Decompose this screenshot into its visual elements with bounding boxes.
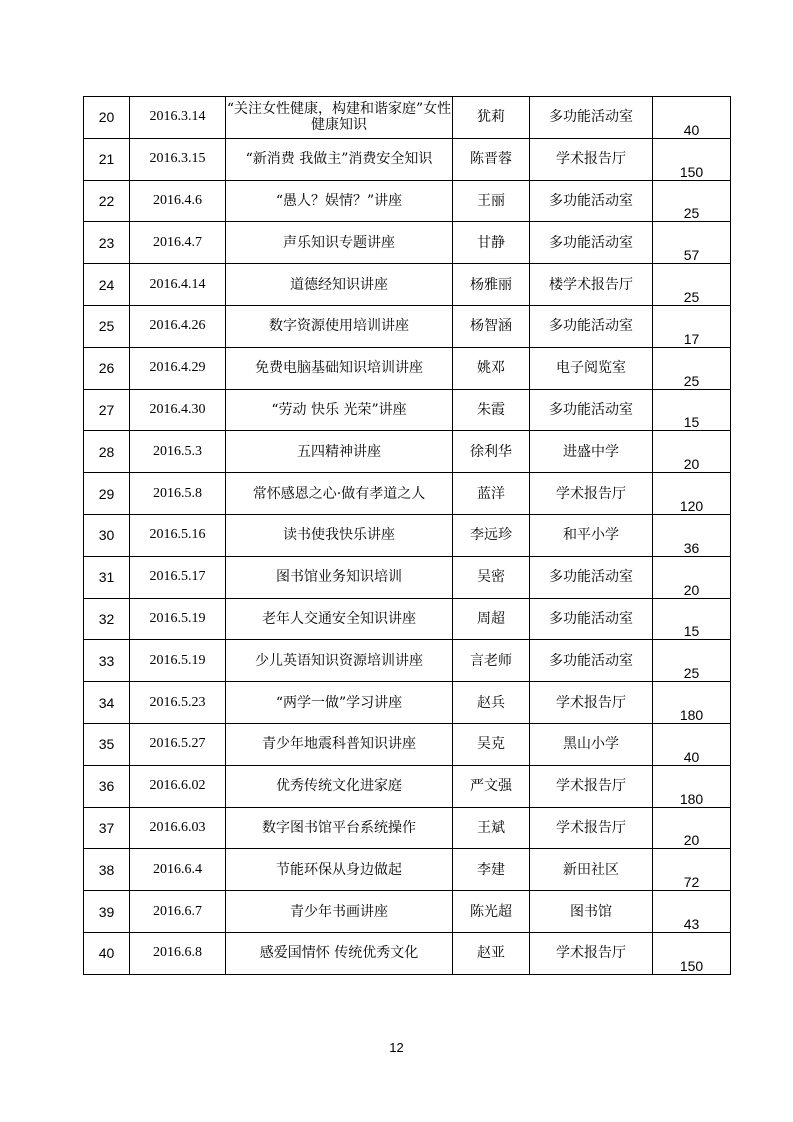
attendee-count: 15 [653, 598, 731, 640]
lecture-date: 2016.6.4 [130, 849, 226, 891]
lecture-date: 2016.5.17 [130, 556, 226, 598]
attendee-count: 20 [653, 431, 731, 473]
lecture-venue: 图书馆 [530, 891, 653, 933]
lecture-venue: 新田社区 [530, 849, 653, 891]
lecture-title: 图书馆业务知识培训 [226, 556, 453, 598]
lecture-venue: 学术报告厅 [530, 765, 653, 807]
row-number: 22 [84, 180, 130, 222]
row-number: 20 [84, 97, 130, 139]
table-row [84, 514, 731, 556]
row-number: 31 [84, 556, 130, 598]
attendee-count: 180 [653, 682, 731, 724]
lecture-venue: 学术报告厅 [530, 682, 653, 724]
lecture-date: 2016.3.14 [130, 97, 226, 139]
lecture-speaker: 朱霞 [453, 389, 530, 431]
row-number: 34 [84, 682, 130, 724]
lecture-title: 五四精神讲座 [226, 431, 453, 473]
lecture-title: “两学一做”学习讲座 [226, 682, 453, 724]
lecture-venue: 楼学术报告厅 [530, 264, 653, 306]
attendee-count: 180 [653, 765, 731, 807]
lecture-title: 节能环保从身边做起 [226, 849, 453, 891]
lecture-speaker: 杨雅丽 [453, 264, 530, 306]
table-row [84, 347, 731, 389]
row-number: 33 [84, 640, 130, 682]
row-number: 28 [84, 431, 130, 473]
lecture-date: 2016.5.19 [130, 640, 226, 682]
attendee-count: 25 [653, 347, 731, 389]
lecture-title: 读书使我快乐讲座 [226, 514, 453, 556]
table-row [84, 431, 731, 473]
attendee-count: 43 [653, 891, 731, 933]
lecture-title: 常怀感恩之心·做有孝道之人 [226, 473, 453, 515]
lecture-title: 青少年书画讲座 [226, 891, 453, 933]
table-row [84, 765, 731, 807]
table-row [84, 138, 731, 180]
lecture-venue: 学术报告厅 [530, 807, 653, 849]
lecture-date: 2016.4.26 [130, 305, 226, 347]
table-row [84, 222, 731, 264]
lecture-speaker: 吴克 [453, 723, 530, 765]
table-row [84, 97, 731, 139]
lecture-venue: 学术报告厅 [530, 138, 653, 180]
lecture-date: 2016.5.3 [130, 431, 226, 473]
lecture-speaker: 赵亚 [453, 932, 530, 974]
row-number: 32 [84, 598, 130, 640]
row-number: 27 [84, 389, 130, 431]
lecture-speaker: 甘静 [453, 222, 530, 264]
row-number: 40 [84, 932, 130, 974]
row-number: 21 [84, 138, 130, 180]
lecture-date: 2016.5.8 [130, 473, 226, 515]
lecture-title: 声乐知识专题讲座 [226, 222, 453, 264]
lecture-speaker: 李远珍 [453, 514, 530, 556]
lecture-speaker: 严文强 [453, 765, 530, 807]
attendee-count: 120 [653, 473, 731, 515]
lecture-speaker: 徐利华 [453, 431, 530, 473]
lecture-date: 2016.6.8 [130, 932, 226, 974]
lecture-date: 2016.5.16 [130, 514, 226, 556]
lecture-speaker: 王丽 [453, 180, 530, 222]
lecture-venue: 多功能活动室 [530, 598, 653, 640]
lecture-date: 2016.4.29 [130, 347, 226, 389]
lecture-title: 道德经知识讲座 [226, 264, 453, 306]
lecture-date: 2016.4.7 [130, 222, 226, 264]
lecture-date: 2016.4.6 [130, 180, 226, 222]
lecture-venue: 多功能活动室 [530, 389, 653, 431]
table-row [84, 640, 731, 682]
table-row [84, 932, 731, 974]
lecture-speaker: 杨智涵 [453, 305, 530, 347]
lecture-venue: 多功能活动室 [530, 556, 653, 598]
row-number: 39 [84, 891, 130, 933]
lecture-title: 青少年地震科普知识讲座 [226, 723, 453, 765]
lecture-venue: 电子阅览室 [530, 347, 653, 389]
lecture-title: 感爱国情怀 传统优秀文化 [226, 932, 453, 974]
attendee-count: 25 [653, 640, 731, 682]
lecture-date: 2016.5.27 [130, 723, 226, 765]
lecture-speaker: 陈晋蓉 [453, 138, 530, 180]
lecture-date: 2016.5.19 [130, 598, 226, 640]
lecture-speaker: 吴密 [453, 556, 530, 598]
lecture-speaker: 赵兵 [453, 682, 530, 724]
lecture-venue: 黑山小学 [530, 723, 653, 765]
lecture-date: 2016.3.15 [130, 138, 226, 180]
lecture-title: 数字资源使用培训讲座 [226, 305, 453, 347]
row-number: 24 [84, 264, 130, 306]
attendee-count: 72 [653, 849, 731, 891]
lecture-title: “关注女性健康，构建和谐家庭”女性健康知识 [226, 97, 453, 139]
lecture-title: “愚人？娱情？”讲座 [226, 180, 453, 222]
table-row [84, 180, 731, 222]
lecture-venue: 多功能活动室 [530, 305, 653, 347]
lecture-title: “劳动 快乐 光荣”讲座 [226, 389, 453, 431]
table-row [84, 849, 731, 891]
row-number: 26 [84, 347, 130, 389]
lecture-title: 数字图书馆平台系统操作 [226, 807, 453, 849]
attendee-count: 17 [653, 305, 731, 347]
lecture-date: 2016.6.02 [130, 765, 226, 807]
table-row [84, 264, 731, 306]
table-row [84, 389, 731, 431]
lecture-date: 2016.4.14 [130, 264, 226, 306]
row-number: 37 [84, 807, 130, 849]
page-number: 12 [389, 1040, 404, 1055]
table-row [84, 556, 731, 598]
table-row [84, 598, 731, 640]
lecture-venue: 学术报告厅 [530, 473, 653, 515]
row-number: 23 [84, 222, 130, 264]
attendee-count: 36 [653, 514, 731, 556]
lecture-venue: 多功能活动室 [530, 222, 653, 264]
lecture-venue: 多功能活动室 [530, 640, 653, 682]
lecture-speaker: 李建 [453, 849, 530, 891]
lecture-title: 免费电脑基础知识培训讲座 [226, 347, 453, 389]
attendee-count: 40 [653, 723, 731, 765]
table-body [84, 97, 731, 975]
lecture-date: 2016.6.03 [130, 807, 226, 849]
lecture-speaker: 言老师 [453, 640, 530, 682]
lecture-speaker: 王斌 [453, 807, 530, 849]
table-row [84, 305, 731, 347]
lecture-date: 2016.4.30 [130, 389, 226, 431]
lecture-venue: 多功能活动室 [530, 97, 653, 139]
lecture-title: 老年人交通安全知识讲座 [226, 598, 453, 640]
row-number: 29 [84, 473, 130, 515]
lecture-date: 2016.5.23 [130, 682, 226, 724]
attendee-count: 20 [653, 807, 731, 849]
lecture-speaker: 陈光超 [453, 891, 530, 933]
lecture-speaker: 蓝洋 [453, 473, 530, 515]
lecture-venue: 和平小学 [530, 514, 653, 556]
table-row [84, 682, 731, 724]
row-number: 38 [84, 849, 130, 891]
attendee-count: 20 [653, 556, 731, 598]
attendee-count: 25 [653, 180, 731, 222]
table-row [84, 473, 731, 515]
lecture-speaker: 周超 [453, 598, 530, 640]
lecture-table [83, 96, 731, 975]
attendee-count: 15 [653, 389, 731, 431]
row-number: 36 [84, 765, 130, 807]
table-row [84, 891, 731, 933]
table-row [84, 807, 731, 849]
attendee-count: 40 [653, 97, 731, 139]
row-number: 30 [84, 514, 130, 556]
row-number: 35 [84, 723, 130, 765]
attendee-count: 150 [653, 138, 731, 180]
lecture-speaker: 犹莉 [453, 97, 530, 139]
lecture-venue: 多功能活动室 [530, 180, 653, 222]
lecture-venue: 学术报告厅 [530, 932, 653, 974]
lecture-title: 少儿英语知识资源培训讲座 [226, 640, 453, 682]
lecture-date: 2016.6.7 [130, 891, 226, 933]
row-number: 25 [84, 305, 130, 347]
attendee-count: 150 [653, 932, 731, 974]
attendee-count: 25 [653, 264, 731, 306]
lecture-speaker: 姚邓 [453, 347, 530, 389]
lecture-title: “新消费 我做主”消费安全知识 [226, 138, 453, 180]
lecture-venue: 进盛中学 [530, 431, 653, 473]
table-row [84, 723, 731, 765]
lecture-title: 优秀传统文化进家庭 [226, 765, 453, 807]
attendee-count: 57 [653, 222, 731, 264]
